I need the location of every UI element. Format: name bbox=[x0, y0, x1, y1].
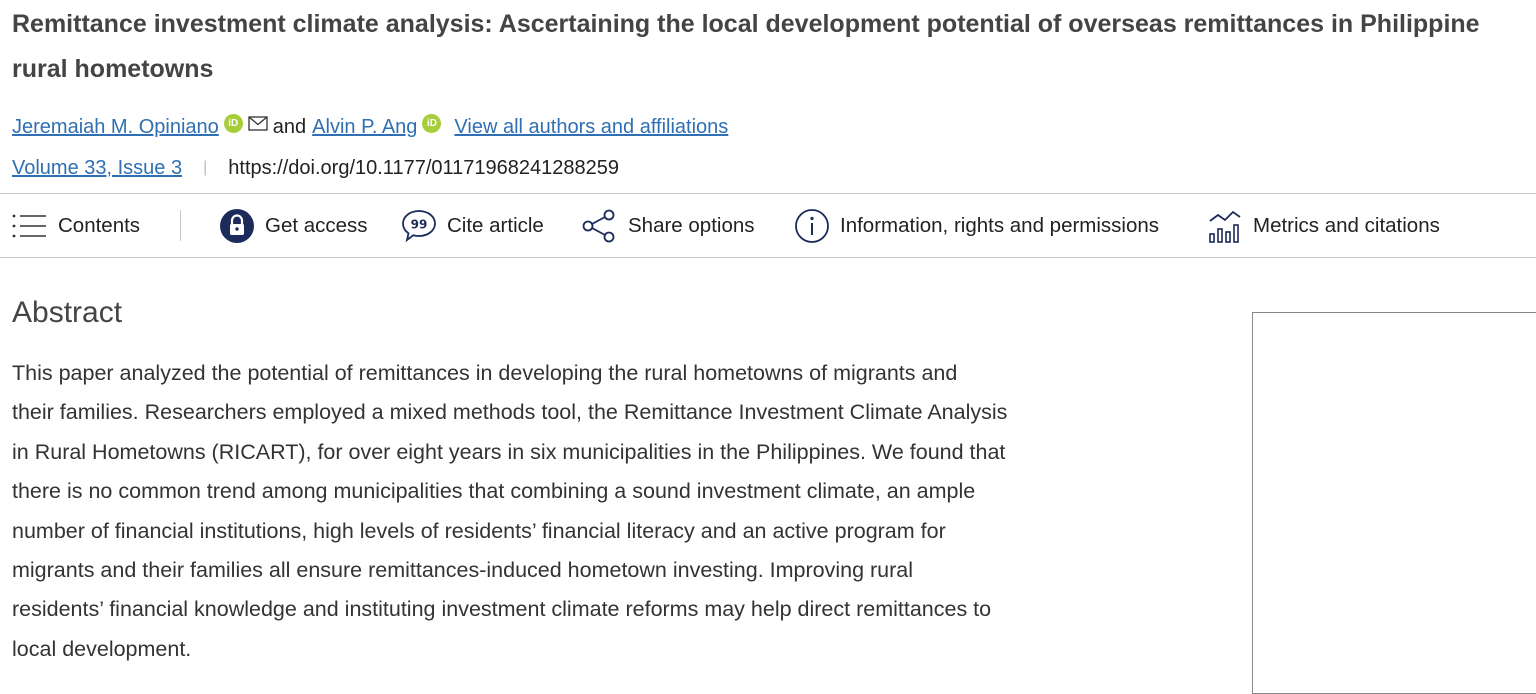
volume-issue-link[interactable]: Volume 33, Issue 3 bbox=[12, 156, 183, 179]
abstract-heading: Abstract bbox=[12, 296, 123, 329]
abstract-line: residents’ financial knowledge and instituting investment climate reforms may help direct remittances to bbox=[12, 597, 992, 622]
get-access-button[interactable] bbox=[219, 194, 368, 257]
author-link-opiniano[interactable]: Jeremaiah M. Opiniano bbox=[12, 115, 219, 138]
info-icon bbox=[794, 208, 830, 244]
cite-article-label: Cite article bbox=[447, 213, 544, 237]
svg-text:99: 99 bbox=[410, 217, 428, 231]
abstract-line: there is no common trend among municipalities that combining a sound investment climate, an ample bbox=[12, 479, 976, 504]
get-access-label: Get access bbox=[265, 213, 368, 237]
author-joiner: and bbox=[272, 115, 307, 138]
abstract-line: number of financial institutions, high levels of residents’ financial literacy and an active program for bbox=[12, 518, 946, 543]
abstract-text bbox=[12, 354, 1122, 669]
article-meta bbox=[12, 153, 619, 183]
abstract-line: in Rural Hometowns (RICART), for over eight years in six municipalities in the Philippines. We found that bbox=[12, 439, 1006, 464]
orcid-icon[interactable]: iD bbox=[422, 114, 441, 133]
article-title: Remittance investment climate analysis: Ascertaining the local development potential of overseas remittances in Philippine rural hometowns bbox=[12, 10, 1480, 83]
contents-label: Contents bbox=[58, 213, 141, 237]
contents-button[interactable] bbox=[12, 194, 140, 257]
share-options-button[interactable] bbox=[582, 194, 755, 257]
metrics-citations-label: Metrics and citations bbox=[1253, 213, 1440, 237]
abstract-line: migrants and their families all ensure remittances-induced hometown investing. Improving rural bbox=[12, 558, 914, 583]
toolbar-divider bbox=[180, 210, 181, 241]
abstract-line: This paper analyzed the potential of remittances in developing the rural hometowns of migrants and bbox=[12, 361, 958, 385]
quote-icon bbox=[401, 208, 437, 244]
author-list bbox=[12, 112, 728, 142]
orcid-icon[interactable]: iD bbox=[224, 114, 243, 133]
article-toolbar bbox=[0, 193, 1536, 258]
sidebar-placeholder-box bbox=[1252, 312, 1536, 694]
doi-text: https://doi.org/10.1177/01171968241288259 bbox=[228, 156, 619, 179]
share-icon bbox=[582, 208, 618, 244]
cite-article-button[interactable] bbox=[401, 194, 544, 257]
view-all-authors-link[interactable]: View all authors and affiliations bbox=[454, 115, 729, 138]
contents-list-icon bbox=[12, 211, 48, 241]
email-icon[interactable] bbox=[248, 114, 268, 137]
author-link-ang[interactable]: Alvin P. Ang bbox=[312, 115, 418, 138]
metrics-icon bbox=[1207, 208, 1243, 244]
abstract-line: local development. bbox=[12, 636, 192, 661]
information-rights-button[interactable] bbox=[794, 194, 1159, 257]
share-options-label: Share options bbox=[628, 213, 755, 237]
information-rights-label: Information, rights and permissions bbox=[840, 213, 1160, 237]
meta-separator: | bbox=[203, 159, 208, 176]
metrics-citations-button[interactable] bbox=[1207, 194, 1440, 257]
lock-icon bbox=[219, 208, 255, 244]
abstract-line: their families. Researchers employed a mixed methods tool, the Remittance Investment Climate Analysis bbox=[12, 400, 1008, 425]
